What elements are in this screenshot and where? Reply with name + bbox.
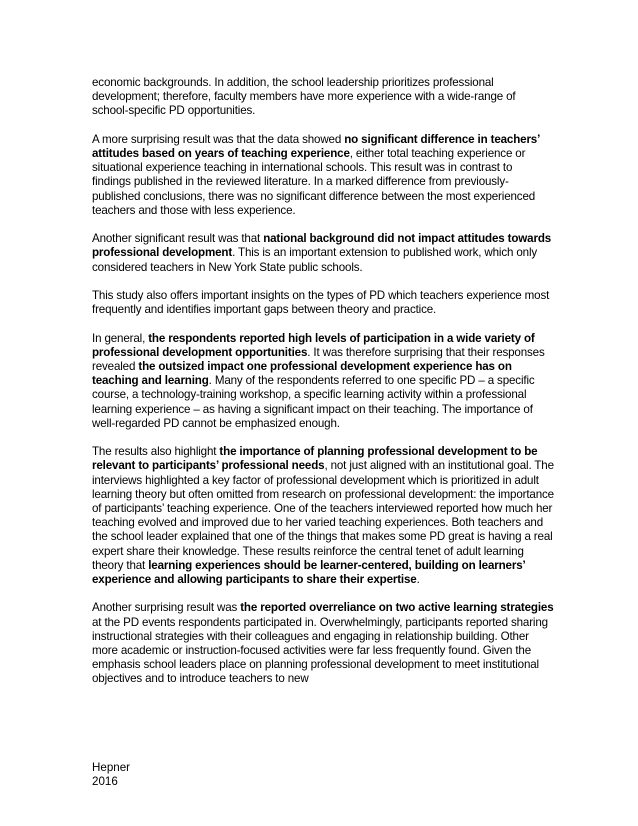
bold-text-run: the reported overreliance on two active learning strategies — [240, 601, 554, 615]
text-run: , not just aligned with an institutional goal. The interviews highlighted a key factor of professional development which is prioritized in adult learning theory but often omitted from research on professional development: the importance of participants’ teaching experience. One of the teachers interviewed reported how much her teaching evolved and improved due to her varied teaching experiences. Both teachers and the school leader explained that one of the things that makes some PD great is having a real expert share their knowledge. These results reinforce the central tenet of adult learning theory that — [92, 459, 554, 572]
text-run: The results also highlight — [92, 445, 220, 459]
paragraph — [92, 601, 554, 686]
text-run: . It was therefore surprising that their responses revealed — [92, 345, 545, 373]
bold-text-run: no significant difference in teachers’ attitudes based on years of teaching experience — [92, 132, 540, 160]
bold-text-run: the respondents reported high levels of participation in a wide variety of professional development opportunities — [92, 331, 535, 359]
text-run: This study also offers important insights on the types of PD which teachers experience most frequently and identifies important gaps between theory and practice. — [92, 289, 550, 317]
bold-text-run: learning experiences should be learner-centered, building on learners’ experience and allowing participants to share their expertise — [92, 558, 525, 587]
footer-author: Hepner — [92, 761, 131, 774]
bold-text-run: national background did not impact attitudes towards professional development — [92, 232, 552, 260]
paragraph — [92, 76, 554, 119]
text-run: economic backgrounds. In addition, the school leadership prioritizes professional development; therefore, faculty members have more experience with a wide-range of school-specific PD opportunities. — [92, 76, 516, 118]
text-run: A more surprising result was that the data showed — [92, 132, 345, 146]
text-run: , either total teaching experience or situational experience teaching in international schools. This result was in contrast to findings published in the reviewed literature. In a marked difference from previously-published conclusions, there was no significant difference between the most experienced teachers and those with less experience. — [92, 147, 536, 217]
paragraph — [92, 332, 554, 431]
paragraph — [92, 232, 554, 275]
bold-text-run: the importance of planning professional development to be relevant to participants’ professional needs — [92, 445, 538, 473]
text-run: . This is an important extension to published work, which only considered teachers in New York State public schools. — [92, 246, 538, 274]
text-run: . — [416, 573, 420, 587]
paragraph — [92, 289, 554, 317]
paragraph — [92, 445, 554, 587]
text-run: Another significant result was that — [92, 232, 264, 246]
text-run: . Many of the respondents referred to one specific PD – a specific course, a technology-training workshop, a specific learning activity within a professional learning experience – as having a significant impact on their teaching. The importance of well-regarded PD cannot be emphasized enough. — [92, 374, 535, 430]
bold-text-run: the outsized impact one professional development experience has on teaching and learning — [92, 360, 512, 388]
footer-year: 2016 — [92, 775, 118, 789]
text-run: In general, — [92, 331, 149, 345]
text-run: at the PD events respondents participated in. Overwhelmingly, participants reported sharing instructional strategies with their colleagues and engaging in relationship building. Other more academic or instruction-focused activities were far less frequently found. Given the emphasis school leaders place on planning professional development to meet institutional objectives and to introduce teachers to new — [92, 615, 548, 686]
text-run: Another surprising result was — [92, 601, 241, 615]
page-footer — [92, 761, 130, 789]
paragraph — [92, 133, 554, 218]
body-text — [92, 76, 554, 701]
